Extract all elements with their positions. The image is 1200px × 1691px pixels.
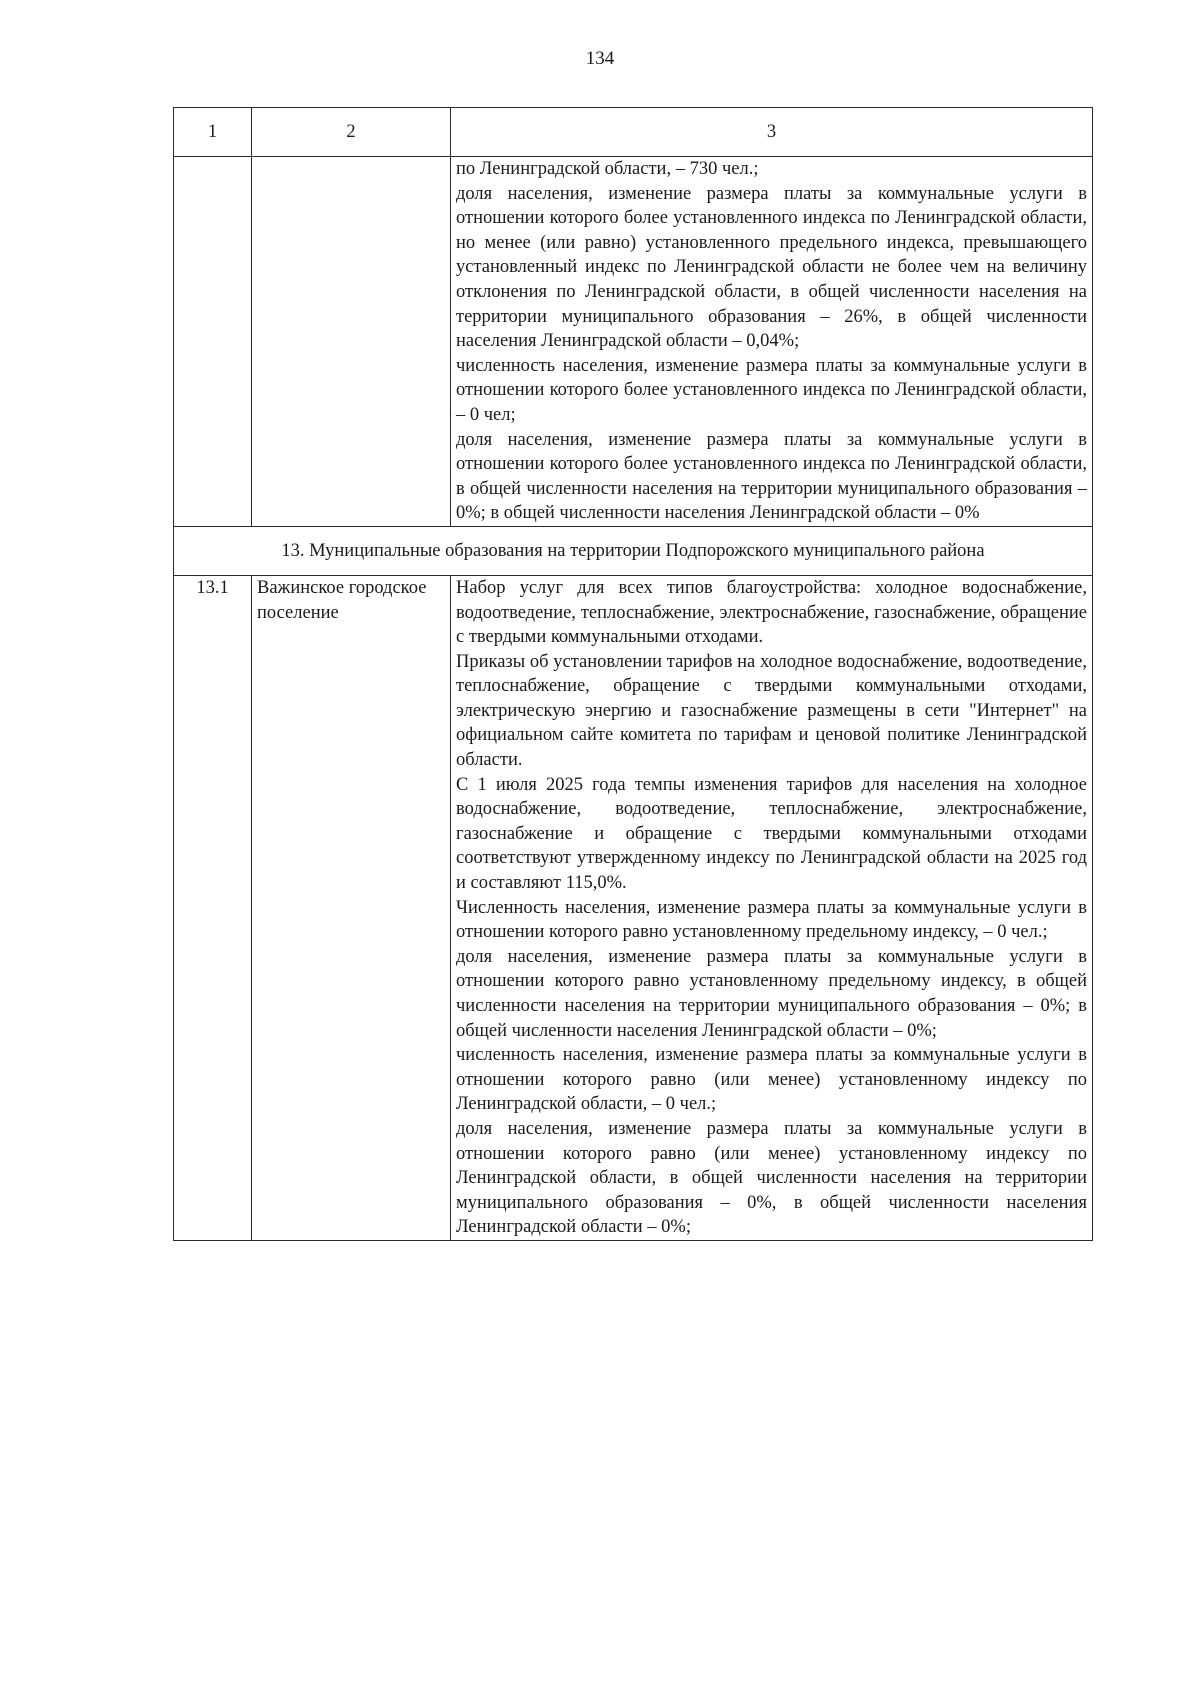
entry-paragraph: численность населения, изменение размера платы за коммунальные услуги в отношении которого равно (или менее) установленному индексу по Ленинградской области, – 0 чел.;: [456, 1045, 1087, 1115]
entry-paragraph: доля населения, изменение размера платы за коммунальные услуги в отношении которого равно установленному предельному индексу, в общей численности населения на территории муниципального образования – 0%; в общей численности населения Ленинградской области – 0%;: [456, 946, 1087, 1041]
header-cell-1: 1: [174, 108, 252, 157]
entry-paragraph: Набор услуг для всех типов благоустройства: холодное водоснабжение, водоотведение, теплоснабжение, электроснабжение, газоснабжение, обращение с твердыми коммунальными отходами.: [456, 577, 1087, 648]
entry-paragraph: С 1 июля 2025 года темпы изменения тарифов для населения на холодное водоснабжение, водоотведение, теплоснабжение, электроснабжение, газоснабжение и обращение с твердыми коммунальными отходами соответствуют утвержденному индексу по Ленинградской области на 2025 год и составляют 115,0%.: [456, 774, 1087, 894]
entry-number: 13.1: [174, 575, 252, 1240]
entry-text-cell: [451, 575, 1093, 1240]
continuation-name-cell: [252, 157, 451, 527]
header-cell-2: 2: [252, 108, 451, 157]
entry-paragraph: Численность населения, изменение размера платы за коммунальные услуги в отношении которого равно установленному предельному индексу, – 0 чел.;: [456, 897, 1087, 943]
section-heading-row: [174, 526, 1093, 575]
continuation-number-cell: [174, 157, 252, 527]
continuation-paragraph: доля населения, изменение размера платы за коммунальные услуги в отношении которого более установленного индекса по Ленинградской области, в общей численности населения на территории муниципального образования – 0%; в общей численности населения Ленинградской области – 0%: [456, 429, 1087, 524]
continuation-text-cell: [451, 157, 1093, 527]
entry-name: Важинское городское поселение: [252, 575, 451, 1240]
section-title: 13. Муниципальные образования на территории Подпорожского муниципального района: [174, 526, 1093, 575]
page-number: 134: [585, 48, 615, 69]
continuation-paragraph: по Ленинградской области, – 730 чел.;: [456, 159, 759, 179]
table-row-entry: [174, 575, 1093, 1240]
header-cell-3: 3: [451, 108, 1093, 157]
entry-paragraph: доля населения, изменение размера платы за коммунальные услуги в отношении которого равно (или менее) установленному индексу по Ленинградской области, в общей численности населения на территории муниципального образования – 0%, в общей численности населения Ленинградской области – 0%;: [456, 1118, 1087, 1238]
continuation-paragraph: численность населения, изменение размера платы за коммунальные услуги в отношении которого более установленного индекса по Ленинградской области, – 0 чел;: [456, 355, 1087, 425]
table-row-continuation: [174, 157, 1093, 527]
table-header-row: [174, 108, 1093, 157]
continuation-paragraph: доля населения, изменение размера платы за коммунальные услуги в отношении которого более установленного индекса по Ленинградской области, но менее (или равно) установленного предельного индекса, превышающего установленный индекс по Ленинградской области не более чем на величину отклонения по Ленинградской области, в общей численности населения на территории муниципального образования – 26%, в общей численности населения Ленинградской области – 0,04%;: [456, 183, 1087, 352]
tariff-table: [173, 107, 1093, 1241]
entry-paragraph: Приказы об установлении тарифов на холодное водоснабжение, водоотведение, теплоснабжение, обращение с твердыми коммунальными отходами, электрическую энергию и газоснабжение размещены в сети "Интернет" на официальном сайте комитета по тарифам и ценовой политике Ленинградской области.: [456, 651, 1087, 771]
